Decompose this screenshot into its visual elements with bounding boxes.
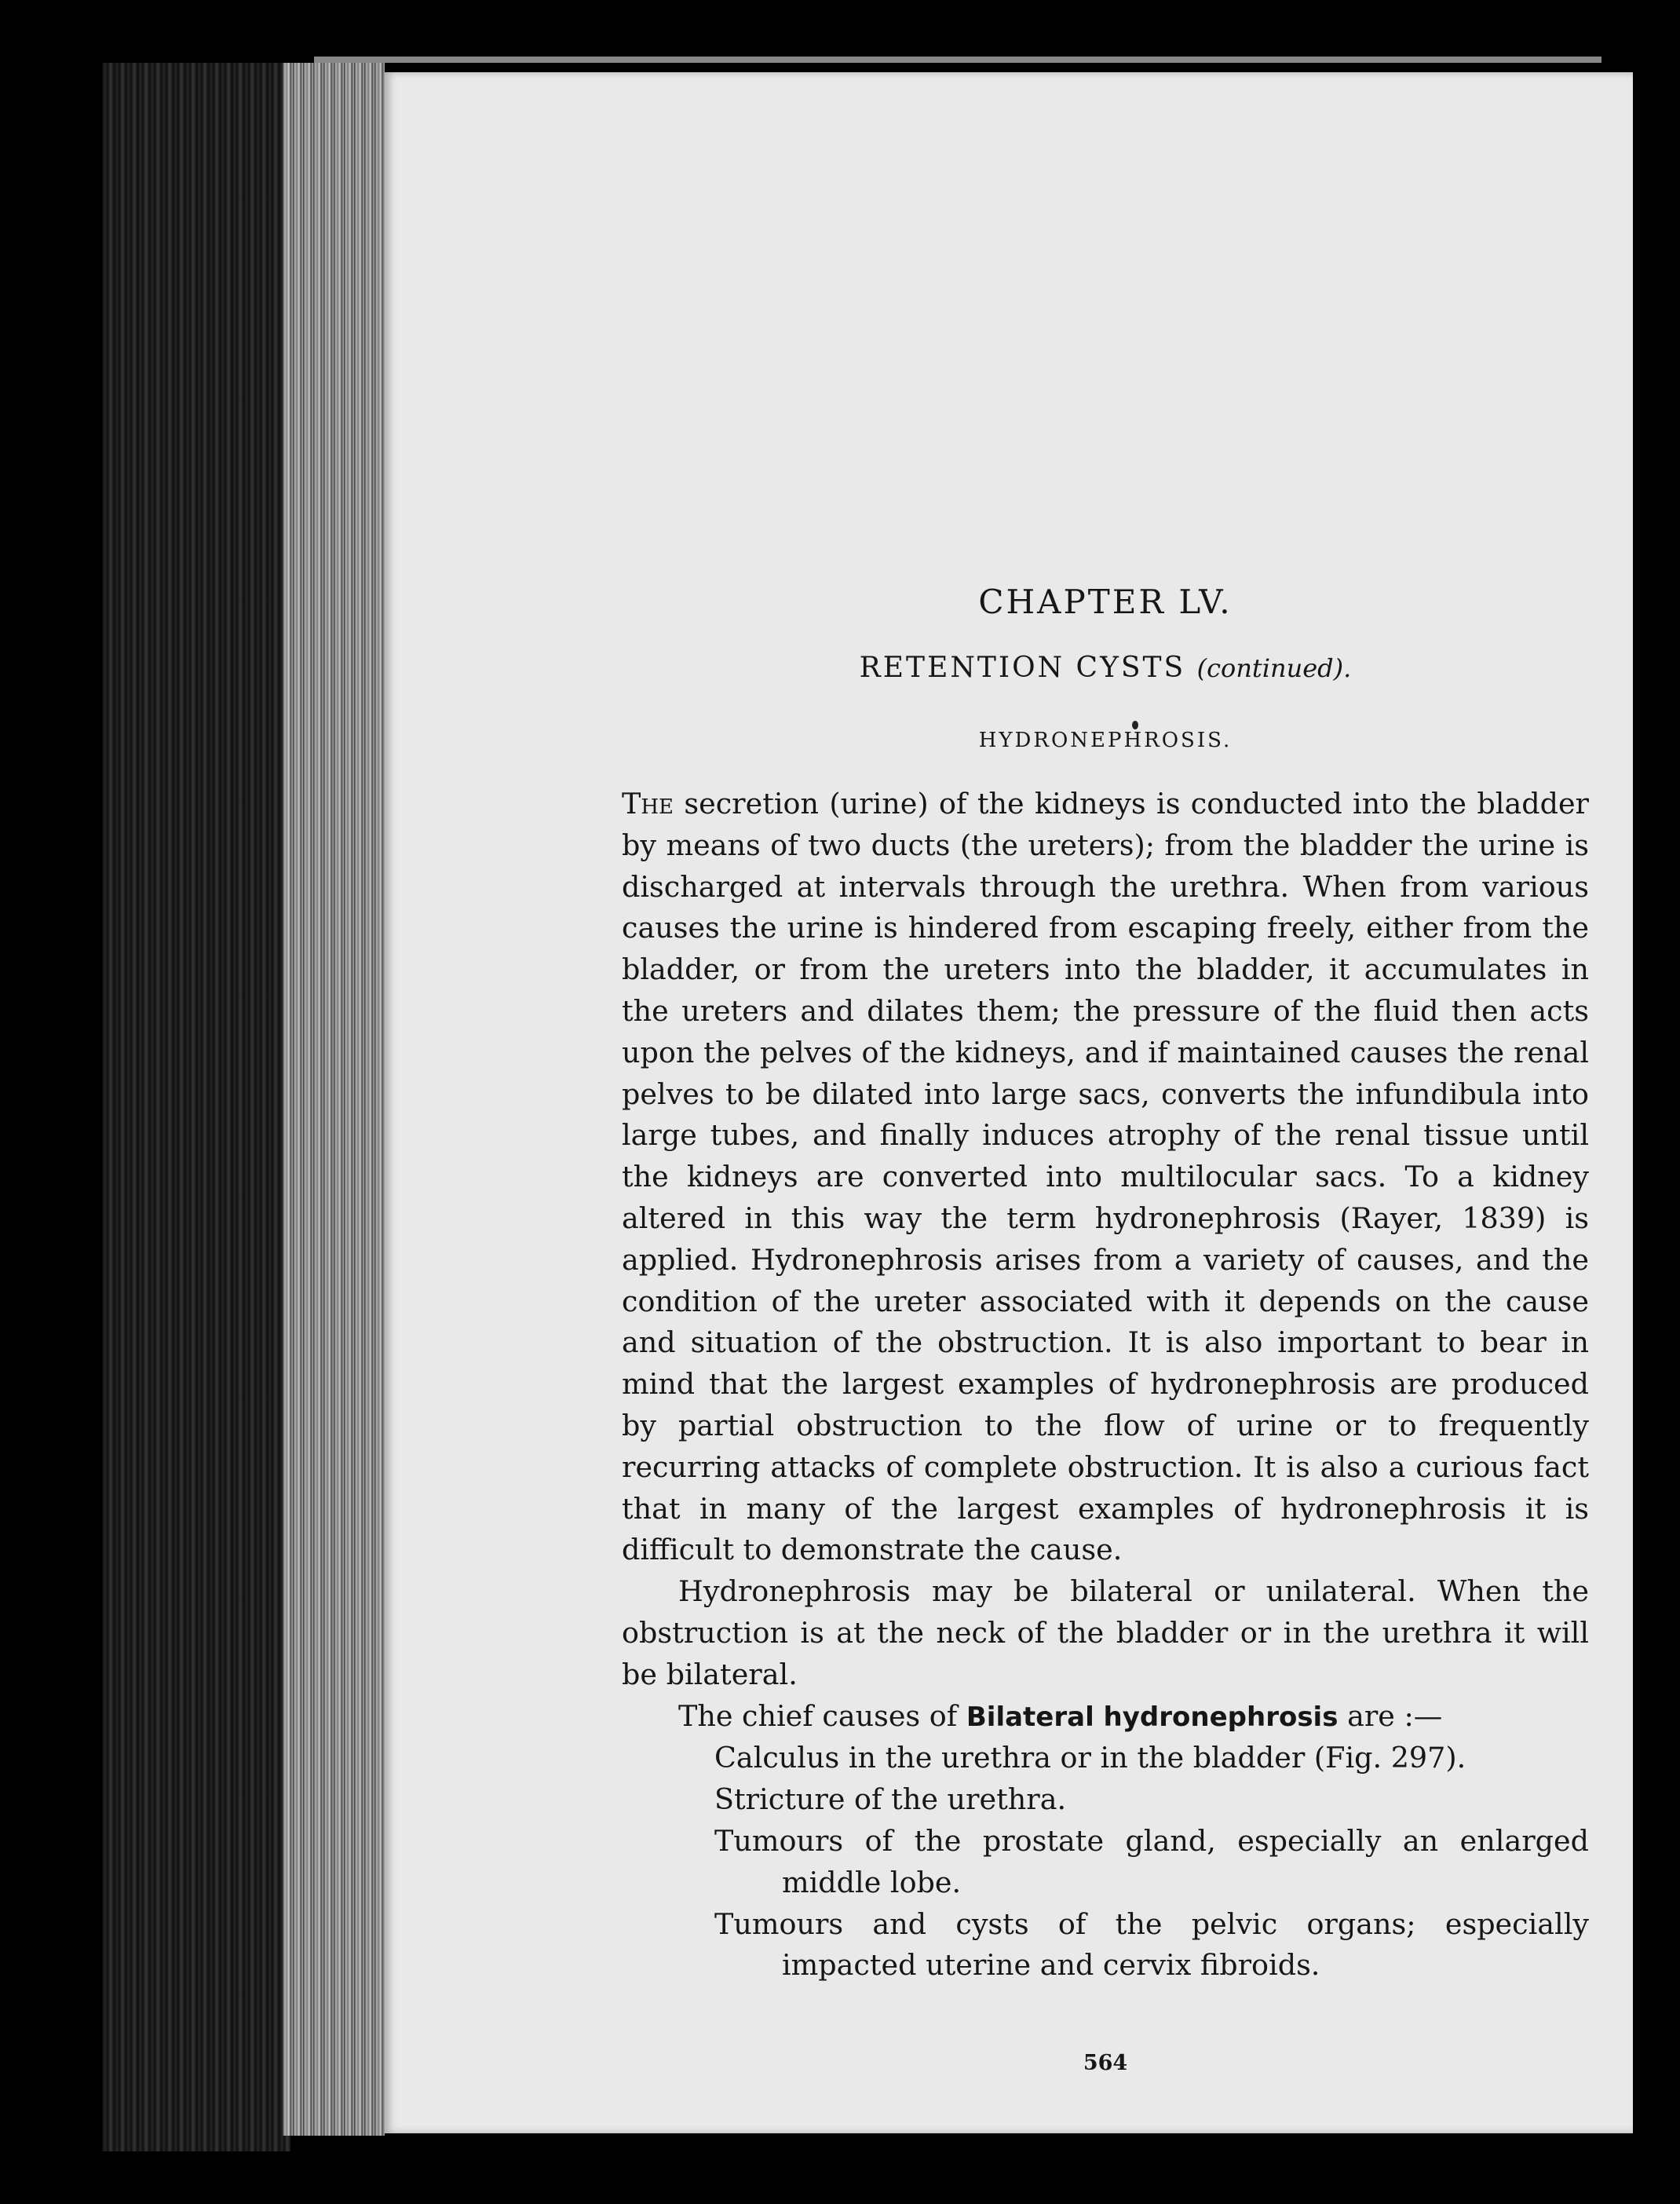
paragraph-lead-word: The [622, 787, 674, 821]
causes-intro [622, 1696, 1589, 1738]
causes-intro-before: The chief causes of [678, 1698, 958, 1733]
paragraph-1-text: secretion (urine) of the kidneys is conducted into the bladder by means of two ducts (the ureters); from the bladder the urine is discharged at intervals through the urethra. When from various causes the urine is hindered from escaping freely, either from the bladder, or from the ureters into the bladder, it accumulates in the ureters and dilates them; the pressure of the fluid then acts upon the pelves of the kidneys, and if maintained causes the renal pelves to be dilated into large sacs, converts the infundibula into large tubes, and finally induces atrophy of the renal tissue until the kidneys are converted into multilocular sacs. To a kidney altered in this way the term hydronephrosis (Rayer, 1839) is applied. Hydronephrosis arises from a variety of causes, and the condition of the ureter associated with it depends on the cause and situation of the obstruction. It is also important to bear in mind that the largest examples of hydronephrosis are produced by partial obstruction to the flow of urine or to frequently recurring attacks of complete obstruction. It is also a curious fact that in many of the largest examples of hydronephrosis it is difficult to demonstrate the cause. [622, 787, 1589, 1567]
cause-item: Calculus in the urethra or in the bladder (Fig. 297). [714, 1741, 1466, 1775]
page-number: 564 [1083, 2051, 1128, 2075]
causes-intro-bold: Bilateral hydronephrosis [966, 1701, 1339, 1733]
subtitle-note: (continued). [1196, 653, 1352, 683]
paragraph-2: Hydronephrosis may be bilateral or unilateral. When the obstruction is at the neck of the bladder or in the urethra it will be bilateral. [622, 1574, 1589, 1691]
causes-intro-after: are :— [1347, 1698, 1443, 1733]
causes-list [622, 1738, 1589, 1987]
book-edge-shadow [102, 63, 290, 2151]
cause-item: Stricture of the urethra. [714, 1782, 1067, 1817]
paragraph-1 [622, 784, 1589, 1571]
section-heading: HYDRONEPHROSIS. [978, 729, 1233, 752]
chapter-title: CHAPTER LV. [978, 583, 1233, 621]
top-page-edge [314, 57, 1601, 63]
book-page-edges [283, 63, 385, 2136]
cause-item: Tumours and cysts of the pelvic organs; especially impacted uterine and cervix fibroids. [714, 1906, 1589, 1983]
body-text [622, 784, 1589, 1987]
chapter-subtitle [622, 652, 1589, 684]
subtitle-text: RETENTION CYSTS [859, 652, 1186, 684]
page-paper [385, 72, 1633, 2133]
cause-item: Tumours of the prostate gland, especially an enlarged middle lobe. [714, 1823, 1589, 1899]
